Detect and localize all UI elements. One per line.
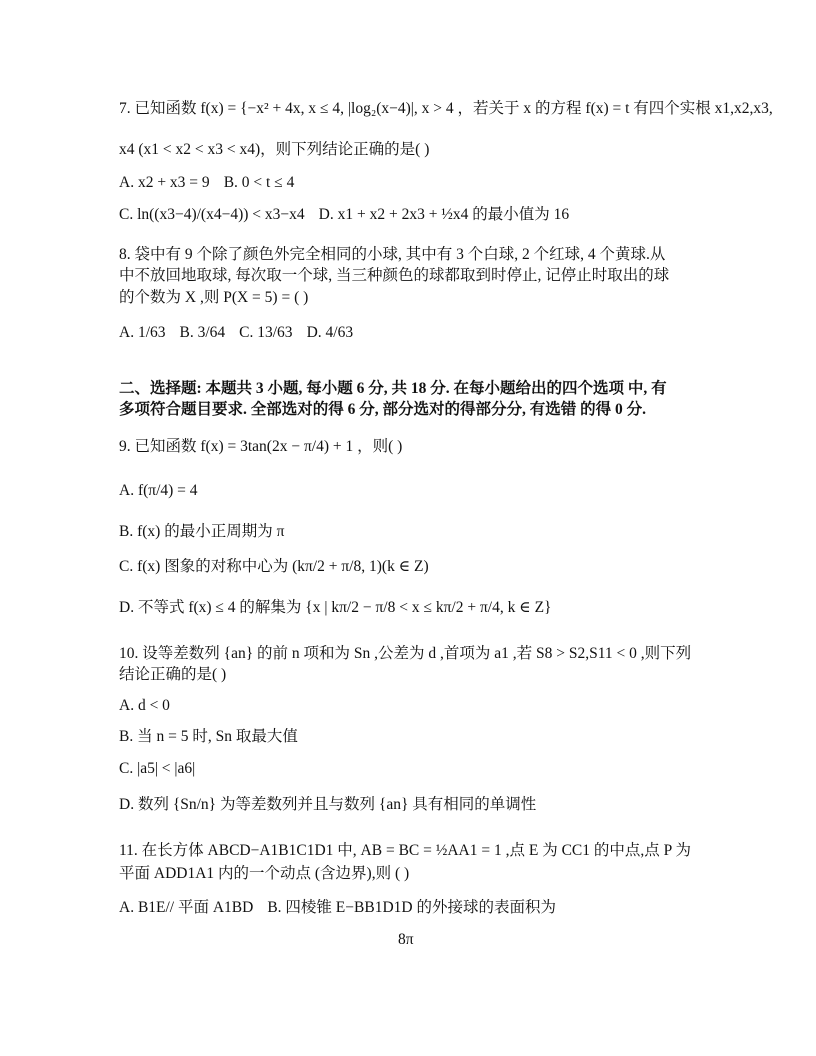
question-10-stem-line2: 结论正确的是( ) [119, 666, 227, 683]
q10-option-d: D. 数列 {Sn/n} 为等差数列并且与数列 {an} 具有相同的单调性 [119, 796, 537, 813]
q7-option-d: D. x1 + x2 + 2x3 + ½x4 的最小值为 16 [318, 206, 570, 223]
question-11-stem-line2: 平面 ADD1A1 内的一个动点 (含边界),则 ( ) [119, 865, 410, 882]
section-2-heading-line2: 多项符合题目要求. 全部选对的得 6 分, 部分选对的得部分分, 有选错 的得 0 分. [119, 401, 647, 418]
question-7-stem: 7. 已知函数 f(x) = {−x² + 4x, x ≤ 4, |log₂(x−4)|, x > 4 ，若关于 x 的方程 f(x) = t 有四个实根 x1,x2,x3, [119, 100, 773, 117]
question-8-stem: 8. 袋中有 9 个除了颜色外完全相同的小球, 其中有 3 个白球, 2 个红球, 4 个黄球.从 [119, 246, 666, 263]
q11-option-b: B. 四棱锥 E−BB1D1D 的外接球的表面积为 [267, 899, 556, 916]
question-10-stem: 10. 设等差数列 {an} 的前 n 项和为 Sn ,公差为 d ,首项为 a1 ,若 S8 > S2,S11 < 0 ,则下列 [119, 645, 692, 662]
q10-option-c: C. |a5| < |a6| [119, 760, 196, 777]
question-7-options-cd [119, 204, 569, 226]
q9-option-b: B. f(x) 的最小正周期为 π [119, 523, 285, 540]
q8-option-d: D. 4/63 [306, 324, 354, 341]
q9-option-d: D. 不等式 f(x) ≤ 4 的解集为 {x | kπ/2 − π/8 < x ≤ kπ/2 + π/4, k ∈ Z} [119, 599, 552, 616]
q8-option-c: C. 13/63 [239, 324, 293, 341]
q7-option-c: C. ln((x3−4)/(x4−4)) < x3−x4 [119, 206, 305, 223]
q9-option-a: A. f(π/4) = 4 [119, 482, 198, 499]
question-8-stem-line2: 中不放回地取球, 每次取一个球, 当三种颜色的球都取到时停止, 记停止时取出的球 [119, 267, 670, 284]
q7-option-a: A. x2 + x3 = 9 [119, 174, 210, 191]
q10-option-b: B. 当 n = 5 时, Sn 取最大值 [119, 728, 298, 745]
question-7-options-ab [119, 172, 294, 194]
q7-option-b: B. 0 < t ≤ 4 [223, 174, 295, 191]
section-2-heading: 二、选择题: 本题共 3 小题, 每小题 6 分, 共 18 分. 在每小题给出的四个选项 中, 有 [119, 380, 667, 397]
question-11-options-ab [119, 897, 556, 919]
question-9-stem: 9. 已知函数 f(x) = 3tan(2x − π/4) + 1 ，则( ) [119, 438, 403, 455]
question-8-options [119, 322, 353, 344]
q8-option-a: A. 1/63 [119, 324, 166, 341]
question-7-stem-continued: x4 (x1 < x2 < x3 < x4)，则下列结论正确的是( ) [119, 141, 430, 158]
q8-option-b: B. 3/64 [179, 324, 226, 341]
q11-option-b-continued: 8π [398, 931, 414, 948]
question-11-stem: 11. 在长方体 ABCD−A1B1C1D1 中, AB = BC = ½AA1 = 1 ,点 E 为 CC1 的中点,点 P 为 [119, 842, 692, 859]
q11-option-a: A. B1E// 平面 A1BD [119, 899, 254, 916]
q9-option-c: C. f(x) 图象的对称中心为 (kπ/2 + π/8, 1)(k ∈ Z) [119, 558, 429, 575]
q10-option-a: A. d < 0 [119, 697, 170, 714]
question-8-stem-line3: 的个数为 X ,则 P(X = 5) = ( ) [119, 289, 309, 306]
